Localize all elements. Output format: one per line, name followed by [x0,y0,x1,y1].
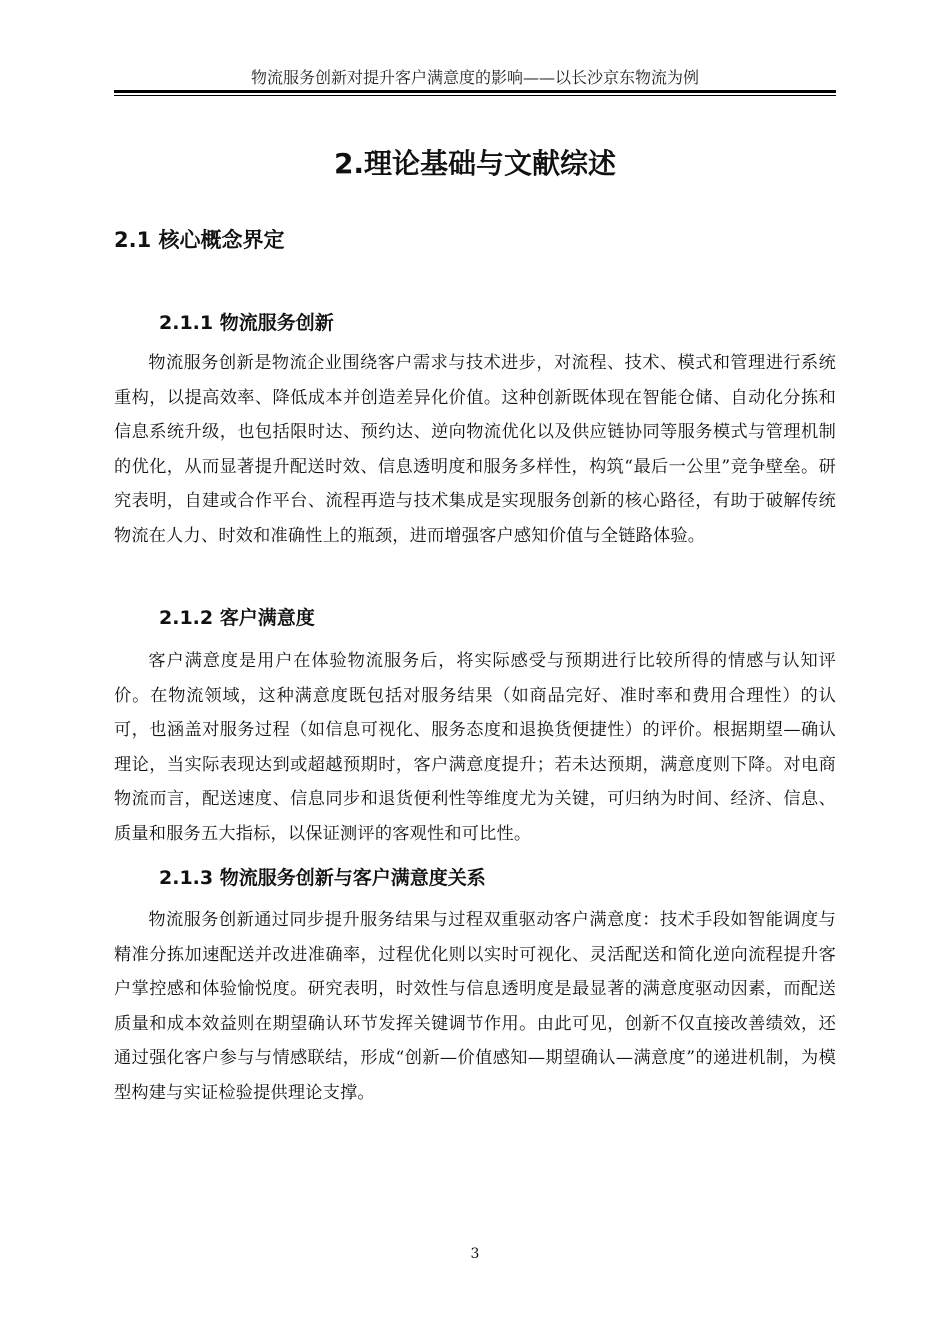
chapter-title: 2.理论基础与文献综述 [333,147,617,180]
paragraph-service-innovation: 物流服务创新是物流企业围绕客户需求与技术进步，对流程、技术、模式和管理进行系统重构，以提高效率、降低成本并创造差异化价值。这种创新既体现在智能仓储、自动化分拣和信息系统升级，也包括限时达、预约达、逆向物流优化以及供应链协同等服务模式与管理机制的优化，从而显著提升配送时效、信息透明度和服务多样性，构筑“最后一公里”竞争壁垒。研究表明，自建或合作平台、流程再造与技术集成是实现服务创新的核心路径，有助于破解传统物流在人力、时效和准确性上的瓶颈，进而增强客户感知价值与全链路体验。 [114,353,836,546]
subsection-title-service-innovation: 2.1.1 物流服务创新 [159,312,334,334]
running-header: 物流服务创新对提升客户满意度的影响——以长沙京东物流为例 [250,68,699,87]
page-number: 3 [470,1246,480,1262]
subsection-title-relationship: 2.1.3 物流服务创新与客户满意度关系 [159,867,486,889]
section-title: 2.1 核心概念界定 [114,228,285,252]
subsection-title-customer-satisfaction: 2.1.2 客户满意度 [159,607,315,629]
header-rule-thick [114,90,836,93]
header-rule-thin [114,95,836,96]
paragraph-customer-satisfaction: 客户满意度是用户在体验物流服务后，将实际感受与预期进行比较所得的情感与认知评价。在物流领域，这种满意度既包括对服务结果（如商品完好、准时率和费用合理性）的认可，也涵盖对服务过程（如信息可视化、服务态度和退换货便捷性）的评价。根据期望—确认理论，当实际表现达到或超越预期时，客户满意度提升；若未达预期，满意度则下降。对电商物流而言，配送速度、信息同步和退货便利性等维度尤为关键，可归纳为时间、经济、信息、质量和服务五大指标，以保证测评的客观性和可比性。 [114,651,836,844]
paragraph-relationship: 物流服务创新通过同步提升服务结果与过程双重驱动客户满意度：技术手段如智能调度与精准分拣加速配送并改进准确率，过程优化则以实时可视化、灵活配送和简化逆向流程提升客户掌控感和体验愉悦度。研究表明，时效性与信息透明度是最显著的满意度驱动因素，而配送质量和成本效益则在期望确认环节发挥关键调节作用。由此可见，创新不仅直接改善绩效，还通过强化客户参与与情感联结，形成“创新—价值感知—期望确认—满意度”的递进机制，为模型构建与实证检验提供理论支撑。 [114,910,836,1103]
